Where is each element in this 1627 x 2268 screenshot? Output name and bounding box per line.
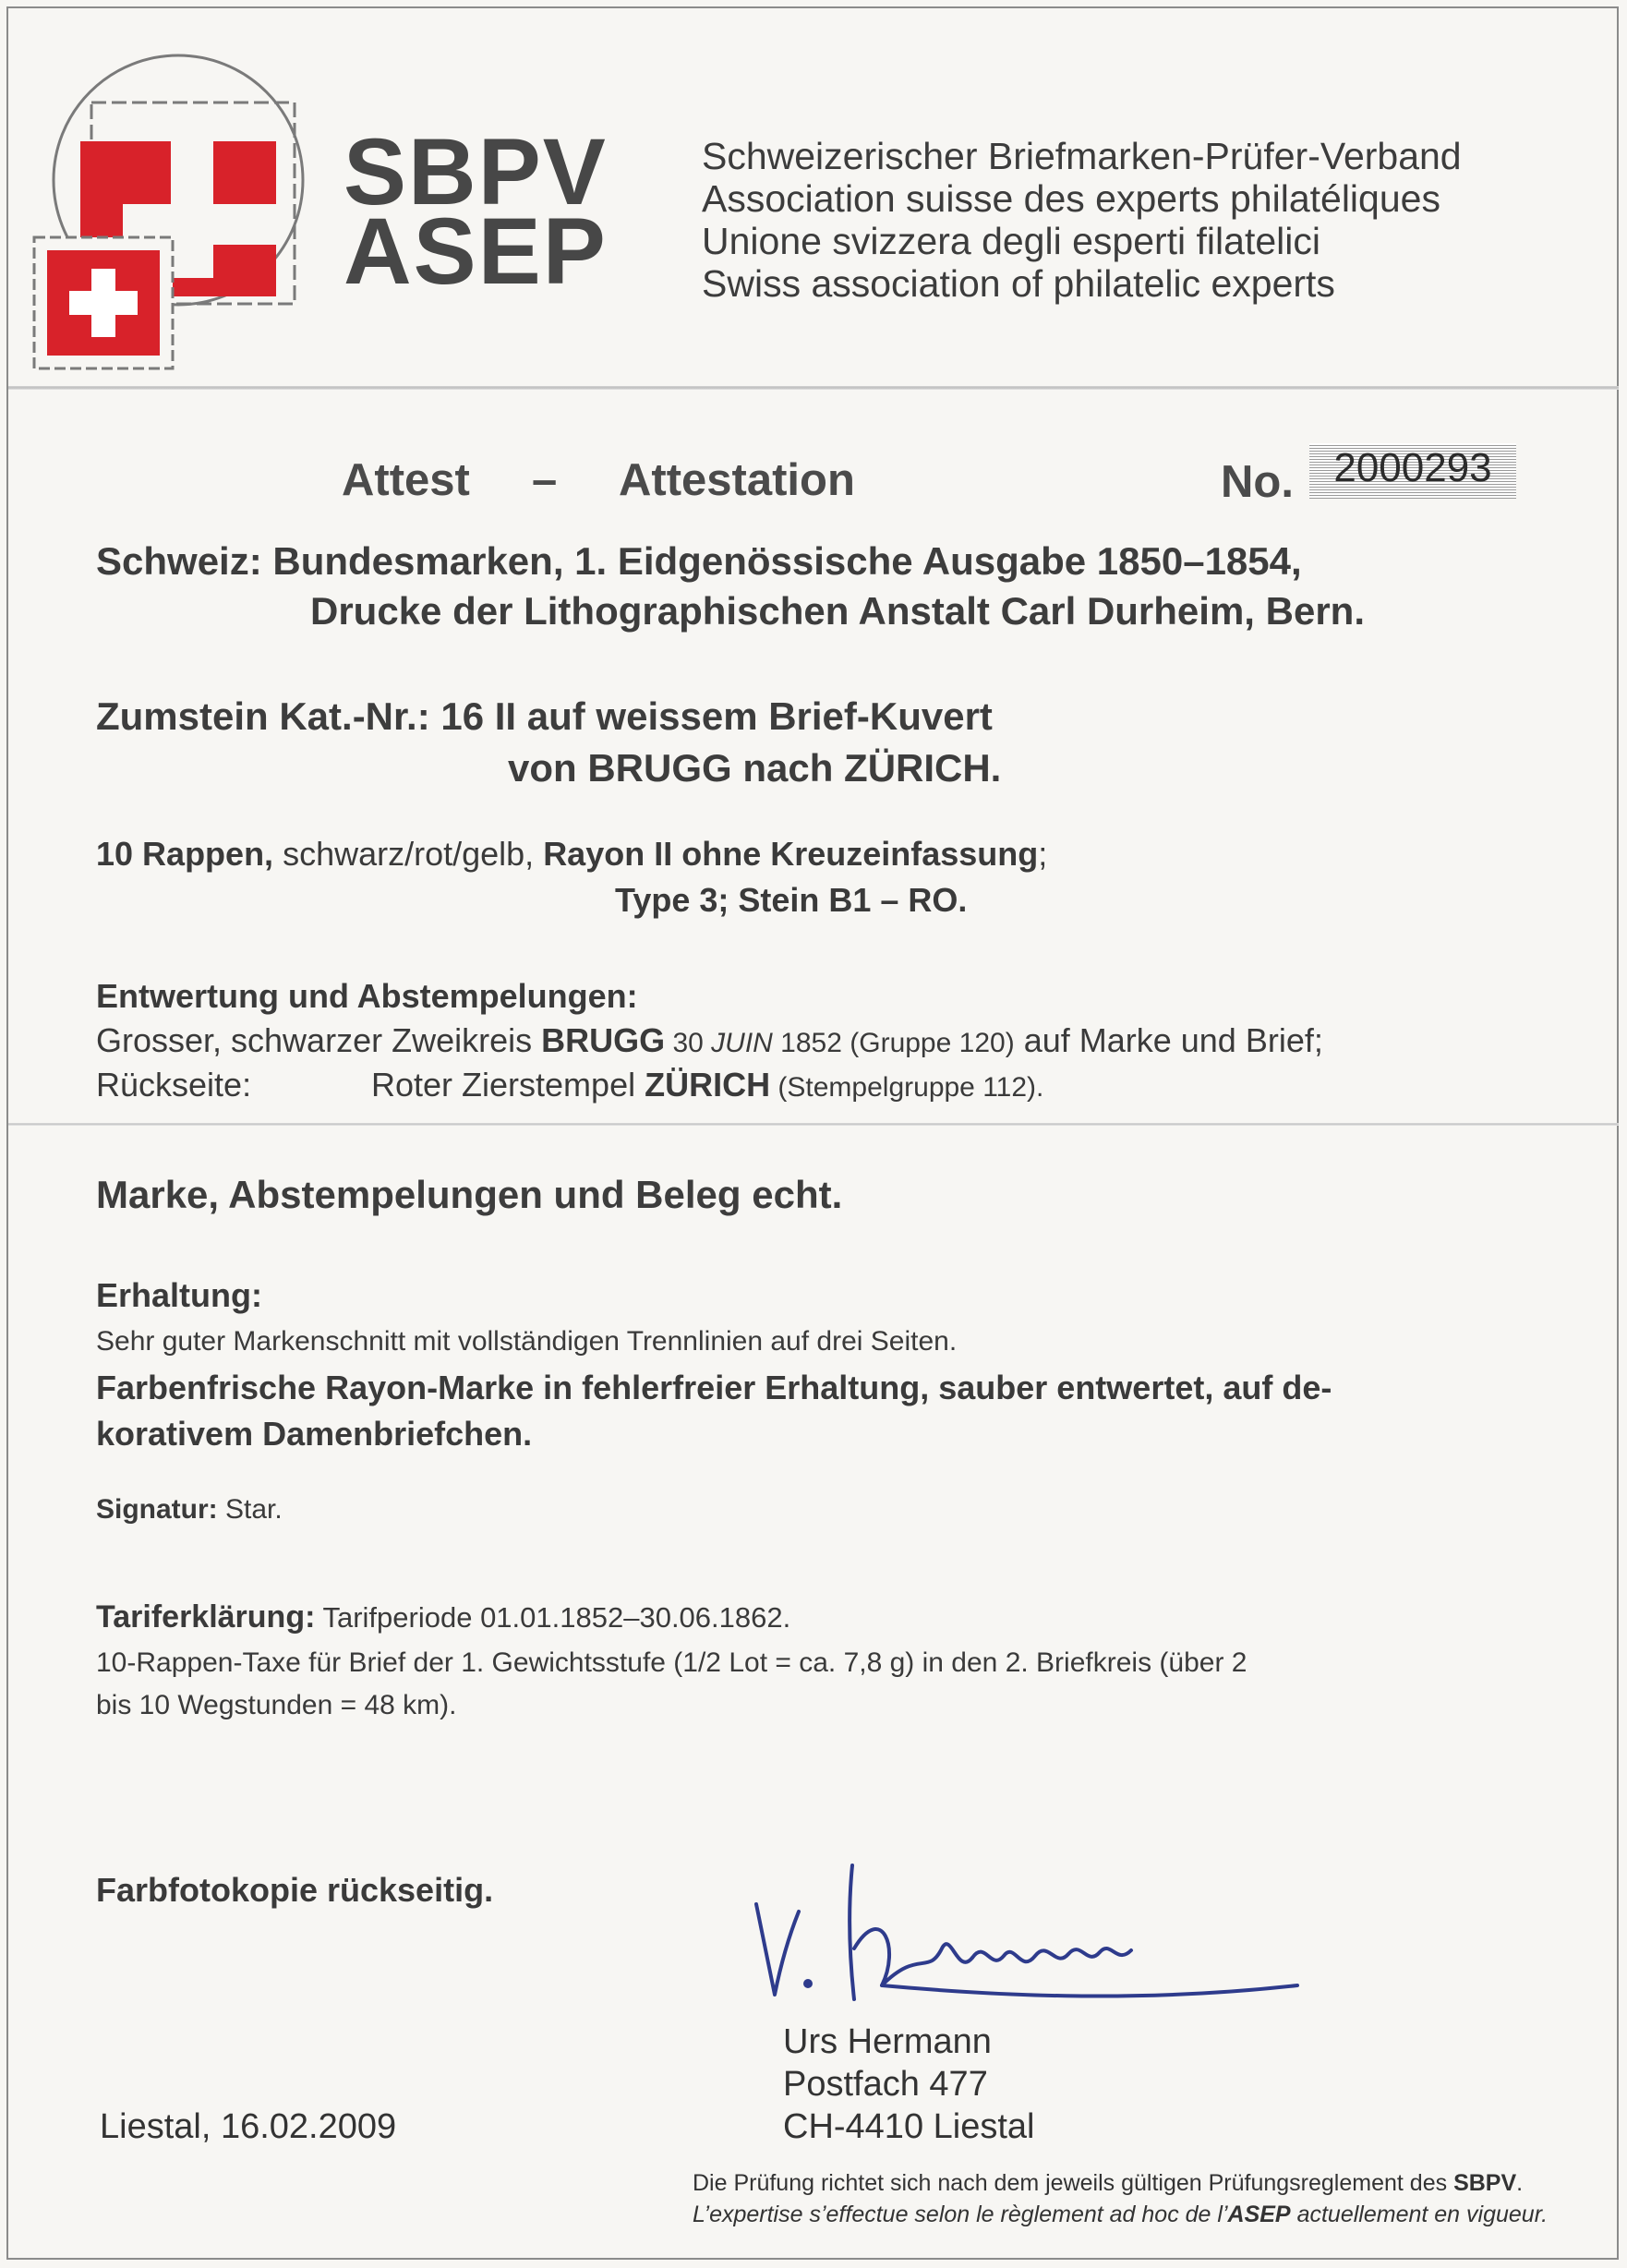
disclaimer-de-org: SBPV: [1453, 2170, 1517, 2196]
cancel-year: 1852: [772, 1028, 850, 1058]
org-name-en: Swiss association of philatelic experts: [702, 262, 1335, 305]
certificate-number-box: [1309, 443, 1516, 499]
condition-bold-line-1: Farbenfrische Rayon-Marke in fehlerfreier Erhaltung, sauber entwertet, auf de-: [96, 1369, 1332, 1406]
disclaimer-fr-org: ASEP: [1227, 2202, 1291, 2227]
signatur-field: [96, 1494, 283, 1526]
backside-text: Roter Zierstempel: [371, 1066, 645, 1104]
cancel-town: BRUGG: [541, 1021, 666, 1059]
paper-fold-line: [8, 1123, 1619, 1126]
brand-sbpv: SBPV: [343, 119, 608, 224]
cancel-day: 30: [665, 1028, 712, 1058]
cancel-text: Grosser, schwarzer Zweikreis: [96, 1021, 542, 1059]
disclaimer-fr-text: L’expertise s’effectue selon le règlement ad hoc de l’: [693, 2202, 1228, 2227]
backside-label: Rückseite:: [96, 1066, 252, 1104]
handwritten-signature: [743, 1847, 1316, 2032]
condition-heading: Erhaltung:: [96, 1276, 262, 1314]
stamp-rayon: Rayon II ohne Kreuzeinfassung: [543, 835, 1039, 873]
certificate-no-label: No.: [1221, 457, 1294, 507]
stamp-colors: schwarz/rot/gelb,: [273, 835, 544, 873]
org-name-de: Schweizerischer Briefmarken-Prüfer-Verband: [702, 135, 1462, 177]
stamp-value: 10 Rappen,: [96, 835, 274, 873]
sbpv-stamp-cross-logo: [23, 42, 319, 374]
stamp-type-line: Type 3; Stein B1 – RO.: [615, 881, 968, 919]
tariff-line-1: [96, 1599, 790, 1635]
subject-line-1: Schweiz: Bundesmarken, 1. Eidgenössische Ausgabe 1850–1854,: [96, 539, 1302, 583]
cancellation-line-1: [96, 1021, 1323, 1060]
disclaimer-fr: [693, 2202, 1548, 2228]
certificate-number: 2000293: [1333, 445, 1492, 490]
condition-line-1: Sehr guter Markenschnitt mit vollständigen Trennlinien auf drei Seiten.: [96, 1326, 958, 1357]
cancel-month: JUIN: [711, 1028, 773, 1058]
signatur-label: Signatur:: [96, 1494, 218, 1525]
disclaimer-de-text: Die Prüfung richtet sich nach dem jeweils gültigen Prüfungsreglement des: [693, 2170, 1454, 2196]
brand-asep: ASEP: [343, 199, 608, 304]
org-name-it: Unione svizzera degli esperti filatelici: [702, 220, 1320, 262]
cancel-post: auf Marke und Brief;: [1014, 1021, 1323, 1059]
expert-address-2: CH-4410 Liestal: [783, 2107, 1035, 2146]
tariff-line-2: 10-Rappen-Taxe für Brief der 1. Gewichtsstufe (1/2 Lot = ca. 7,8 g) in den 2. Briefkreis (über 2: [96, 1647, 1247, 1678]
signatur-value: Star.: [217, 1494, 283, 1525]
tariff-line-3: bis 10 Wegstunden = 48 km).: [96, 1690, 457, 1720]
title-attestation: Attestation: [619, 455, 855, 505]
expert-name: Urs Hermann: [783, 2022, 992, 2061]
title-attest: Attest: [342, 455, 470, 505]
place-date: Liestal, 16.02.2009: [100, 2107, 397, 2146]
catalog-line-2: von BRUGG nach ZÜRICH.: [508, 746, 1002, 790]
backside-cancel: [371, 1066, 1043, 1104]
tariff-period: Tarifperiode 01.01.1852–30.06.1862.: [315, 1601, 791, 1634]
disclaimer-fr-end: actuellement en vigueur.: [1290, 2202, 1549, 2227]
verdict: Marke, Abstempelungen und Beleg echt.: [96, 1173, 843, 1216]
title-dash: –: [532, 455, 558, 505]
stamp-description: [96, 835, 1047, 874]
tariff-label: Tariferklärung:: [96, 1599, 316, 1635]
condition-bold-line-2: korativem Damenbriefchen.: [96, 1415, 533, 1453]
subject-line-2: Drucke der Lithographischen Anstalt Carl Durheim, Bern.: [310, 589, 1365, 633]
backside-town: ZÜRICH: [645, 1066, 771, 1104]
cancel-group: (Gruppe 120): [850, 1028, 1015, 1058]
color-copy-note: Farbfotokopie rückseitig.: [96, 1871, 494, 1909]
backside-group: (Stempelgruppe 112).: [770, 1072, 1044, 1103]
cancellation-heading: Entwertung und Abstempelungen:: [96, 977, 638, 1015]
expert-address-1: Postfach 477: [783, 2065, 988, 2104]
disclaimer-de-end: .: [1516, 2170, 1524, 2196]
catalog-line-1: Zumstein Kat.-Nr.: 16 II auf weissem Brief-Kuvert: [96, 694, 993, 738]
org-name-fr: Association suisse des experts philatéliques: [702, 177, 1440, 220]
header-fold-line: [8, 386, 1619, 390]
stamp-semicolon: ;: [1038, 835, 1048, 873]
disclaimer-de: [693, 2170, 1523, 2197]
